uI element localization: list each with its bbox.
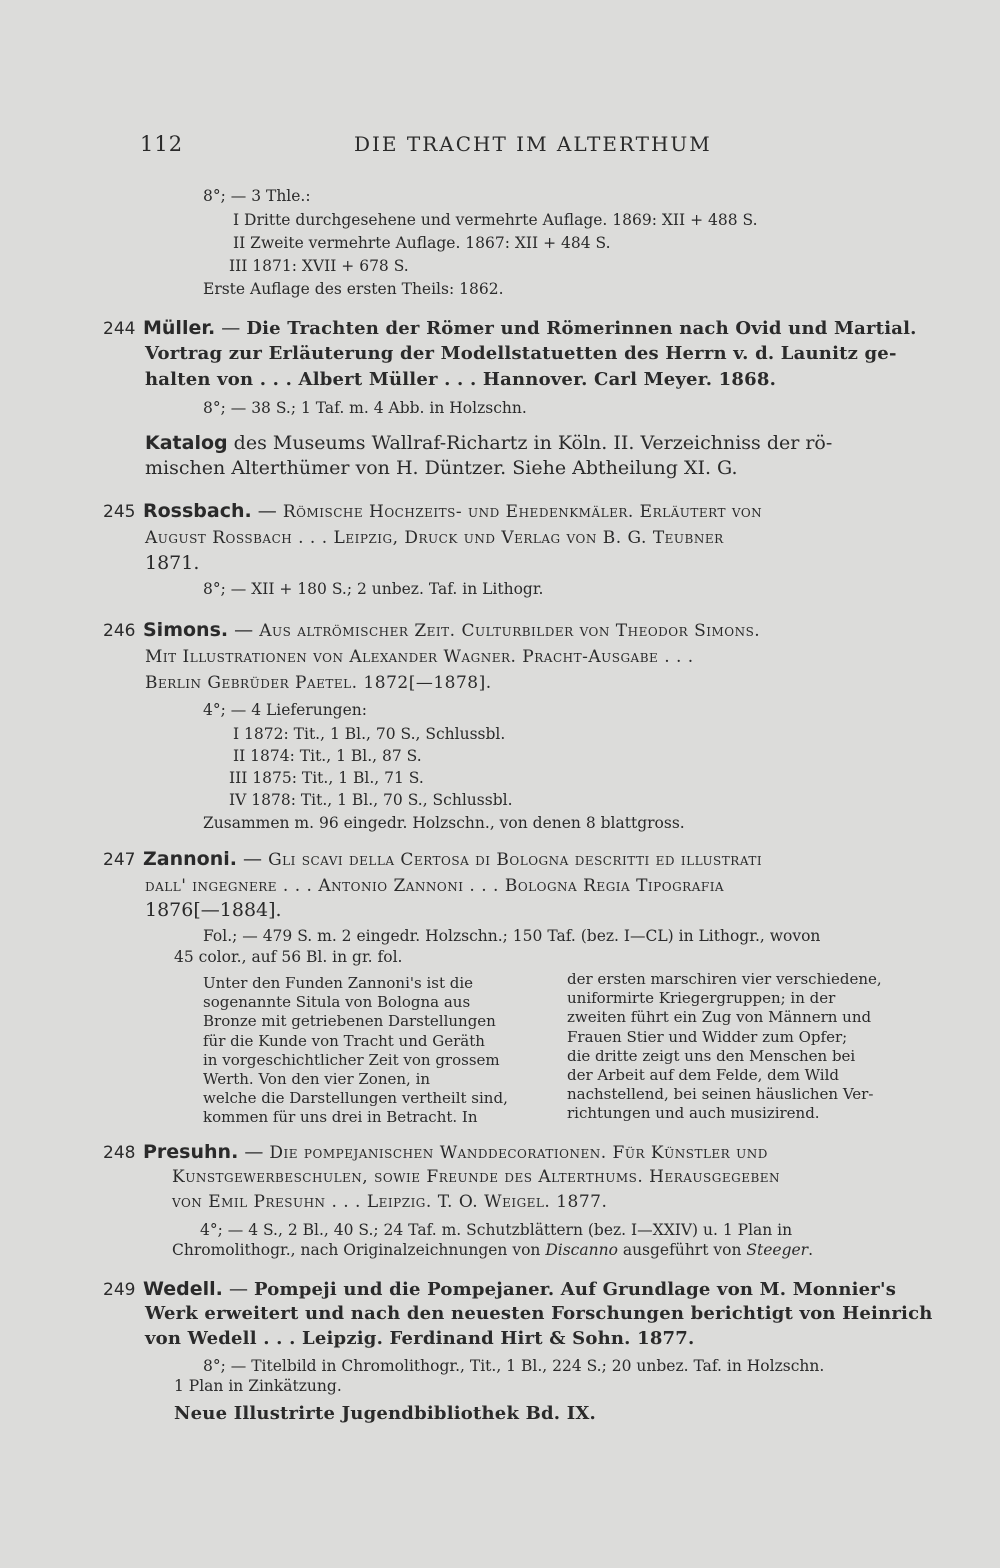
entry-246-line-2: Mit Illustrationen von Alexander Wagner. Pracht-Ausgabe . . . bbox=[145, 647, 694, 667]
column-line: richtungen und auch musizirend. bbox=[567, 1104, 820, 1123]
entry-author: Rossbach. bbox=[143, 500, 252, 522]
entry-number: 248 bbox=[103, 1143, 136, 1163]
entry-249-description-1: 8°; — Titelbild in Chromolithogr., Tit., 1 Bl., 224 S.; 20 unbez. Taf. in Holzschn. bbox=[203, 1357, 825, 1375]
dash: — bbox=[215, 317, 247, 339]
entry-246-description: 4°; — 4 Lieferungen: bbox=[203, 701, 367, 719]
katalog-line-2: mischen Alterthümer von H. Düntzer. Siehe Abtheilung XI. G. bbox=[145, 457, 738, 479]
entry-249-series: Neue Illustrirte Jugendbibliothek Bd. IX. bbox=[174, 1403, 596, 1424]
entry-244-description: 8°; — 38 S.; 1 Taf. m. 4 Abb. in Holzschn. bbox=[203, 399, 527, 417]
column-line: zweiten führt ein Zug von Männern und bbox=[567, 1008, 872, 1027]
entry-244-line-2: Vortrag zur Erläuterung der Modellstatuetten des Herrn v. d. Launitz ge- bbox=[145, 343, 897, 364]
entry-245-description: 8°; — XII + 180 S.; 2 unbez. Taf. in Lithogr. bbox=[203, 580, 544, 598]
page-header bbox=[140, 132, 900, 162]
dash: — bbox=[251, 500, 283, 522]
continuation-note: Erste Auflage des ersten Theils: 1862. bbox=[203, 280, 504, 298]
entry-246-part-4: IV 1878: Tit., 1 Bl., 70 S., Schlussbl. bbox=[229, 791, 513, 809]
column-line: für die Kunde von Tracht und Geräth bbox=[203, 1031, 485, 1050]
column-line: Unter den Funden Zannoni's ist die bbox=[203, 974, 474, 992]
entry-248-line-1 bbox=[103, 1142, 768, 1163]
entry-246-part-1: I 1872: Tit., 1 Bl., 70 S., Schlussbl. bbox=[233, 725, 506, 743]
entry-author: Wedell. bbox=[143, 1278, 223, 1300]
entry-247-description-1: Fol.; — 479 S. m. 2 eingedr. Holzschn.; 150 Taf. (bez. I—CL) in Lithogr., wovon bbox=[203, 927, 821, 945]
entry-title: Die Trachten der Römer und Römerinnen nach Ovid und Martial. bbox=[246, 318, 917, 339]
dash: — bbox=[222, 1278, 254, 1300]
artist-name: Discanno bbox=[545, 1241, 618, 1259]
entry-247-column-right bbox=[567, 970, 882, 1124]
entry-title: Aus altrömischer Zeit. Culturbilder von Theodor Simons. bbox=[259, 621, 761, 641]
desc-text: ausgeführt von bbox=[617, 1241, 747, 1259]
desc-text: Chromolithogr., nach Originalzeichnungen von bbox=[172, 1241, 546, 1259]
entry-247-description-2: 45 color., auf 56 Bl. in gr. fol. bbox=[174, 948, 403, 966]
entry-247-column-left bbox=[203, 974, 508, 1128]
running-title: DIE TRACHT IM ALTERTHUM bbox=[354, 132, 712, 156]
entry-author: Simons. bbox=[143, 619, 229, 641]
entry-248-line-3: von Emil Presuhn . . . Leipzig. T. O. Weigel. 1877. bbox=[172, 1192, 608, 1212]
desc-text: . bbox=[808, 1241, 814, 1259]
katalog-line-1 bbox=[145, 433, 832, 454]
entry-245-line-3: 1871. bbox=[145, 552, 200, 574]
entry-246-part-3: III 1875: Tit., 1 Bl., 71 S. bbox=[229, 769, 424, 787]
entry-title: Die pompejanischen Wanddecorationen. Für Künstler und bbox=[269, 1143, 768, 1163]
entry-245-line-1 bbox=[103, 501, 762, 522]
column-line: die dritte zeigt uns den Menschen bei bbox=[567, 1046, 856, 1065]
column-line: kommen für uns drei in Betracht. In bbox=[203, 1108, 478, 1127]
dash: — bbox=[228, 619, 260, 641]
dash: — bbox=[236, 848, 269, 870]
column-line: der ersten marschiren vier verschiedene, bbox=[567, 970, 882, 988]
column-line: welche die Darstellungen vertheilt sind, bbox=[203, 1089, 508, 1108]
entry-author: Zannoni. bbox=[143, 848, 237, 870]
entry-author: Müller. bbox=[143, 317, 216, 339]
artist-name: Steeger bbox=[746, 1241, 809, 1259]
entry-246-line-1 bbox=[103, 620, 760, 641]
continuation-format: 8°; — 3 Thle.: bbox=[203, 187, 311, 205]
continuation-vol-3: III 1871: XVII + 678 S. bbox=[229, 257, 409, 275]
entry-247-line-3: 1876[—1884]. bbox=[145, 899, 282, 921]
entry-245-line-2: August Rossbach . . . Leipzig, Druck und Verlag von B. G. Teubner bbox=[145, 528, 724, 548]
entry-249-line-1 bbox=[103, 1279, 896, 1300]
entry-248-description-1: 4°; — 4 S., 2 Bl., 40 S.; 24 Taf. m. Schutzblättern (bez. I—XXIV) u. 1 Plan in bbox=[200, 1221, 793, 1239]
column-line: der Arbeit auf dem Felde, dem Wild bbox=[567, 1066, 839, 1085]
column-line: sogenannte Situla von Bologna aus bbox=[203, 993, 471, 1012]
page-number: 112 bbox=[140, 132, 184, 156]
entry-246-part-2: II 1874: Tit., 1 Bl., 87 S. bbox=[233, 747, 422, 765]
entry-244-line-1 bbox=[103, 318, 917, 339]
entry-title: Römische Hochzeits- und Ehedenkmäler. Erläutert von bbox=[282, 502, 763, 522]
entry-title: Gli scavi della Certosa di Bologna descritti ed illustrati bbox=[268, 850, 763, 870]
entry-author: Presuhn. bbox=[143, 1141, 239, 1163]
column-line: Frauen Stier und Widder zum Opfer; bbox=[567, 1027, 848, 1046]
entry-244-line-3: halten von . . . Albert Müller . . . Hannover. Carl Meyer. 1868. bbox=[145, 369, 777, 390]
column-line: in vorgeschichtlicher Zeit von grossem bbox=[203, 1050, 500, 1069]
entry-249-description-2: 1 Plan in Zinkätzung. bbox=[174, 1377, 342, 1395]
entry-247-line-1 bbox=[103, 849, 762, 870]
column-line: uniformirte Kriegergruppen; in der bbox=[567, 989, 836, 1008]
entry-number: 245 bbox=[103, 502, 136, 522]
entry-number: 244 bbox=[103, 319, 136, 339]
column-line: nachstellend, bei seinen häuslichen Ver- bbox=[567, 1085, 874, 1104]
column-line: Bronze mit getriebenen Darstellungen bbox=[203, 1012, 496, 1031]
entry-number: 247 bbox=[103, 850, 136, 870]
dash: — bbox=[238, 1141, 270, 1163]
entry-title: Pompeji und die Pompejaner. Auf Grundlage von M. Monnier's bbox=[254, 1279, 897, 1300]
entry-249-line-3: von Wedell . . . Leipzig. Ferdinand Hirt & Sohn. 1877. bbox=[145, 1328, 695, 1349]
entry-number: 249 bbox=[103, 1280, 136, 1300]
entry-248-line-2: Kunstgewerbeschulen, sowie Freunde des Alterthums. Herausgegeben bbox=[172, 1167, 781, 1187]
entry-247-line-2: dall' ingegnere . . . Antonio Zannoni . . . Bologna Regia Tipografia bbox=[145, 876, 725, 896]
column-line: Werth. Von den vier Zonen, in bbox=[203, 1070, 431, 1089]
katalog-name: Katalog bbox=[145, 432, 228, 454]
entry-246-line-3: Berlin Gebrüder Paetel. 1872[—1878]. bbox=[145, 673, 492, 693]
continuation-vol-2: II Zweite vermehrte Auflage. 1867: XII + 484 S. bbox=[233, 234, 611, 252]
entry-248-description-2 bbox=[172, 1240, 813, 1260]
entry-246-note: Zusammen m. 96 eingedr. Holzschn., von denen 8 blattgross. bbox=[203, 814, 685, 832]
entry-249-line-2: Werk erweitert und nach den neuesten Forschungen berichtigt von Heinrich bbox=[145, 1303, 933, 1324]
katalog-text: des Museums Wallraf-Richartz in Köln. II. Verzeichniss der rö- bbox=[227, 432, 833, 454]
continuation-vol-1: I Dritte durchgesehene und vermehrte Auflage. 1869: XII + 488 S. bbox=[233, 211, 758, 229]
entry-number: 246 bbox=[103, 621, 136, 641]
